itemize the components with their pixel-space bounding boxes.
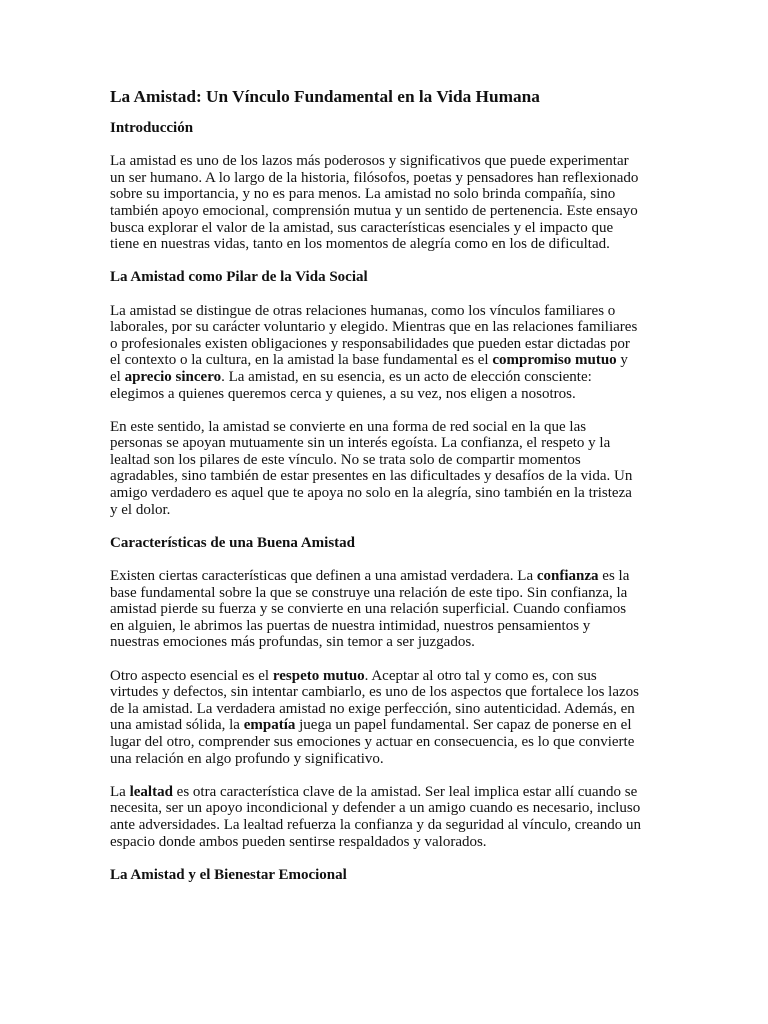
- text-run: y: [616, 352, 628, 369]
- text-run: agradables, sino también de estar presentes en las dificultades y desafíos de la vida. Un: [110, 468, 633, 485]
- bold-text: compromiso mutuo: [492, 352, 617, 369]
- text-line: [110, 220, 641, 237]
- text-line: [110, 684, 641, 701]
- text-line: [110, 834, 641, 851]
- text-line: [110, 634, 641, 651]
- text-line: [110, 585, 641, 602]
- text-line: [110, 170, 641, 187]
- document-page: [110, 87, 641, 900]
- text-run: en alguien, le abrimos las puertas de nuestra intimidad, nuestros pensamientos y: [110, 617, 591, 634]
- text-run: también apoyo emocional, comprensión mutua y un sentido de pertenencia. Este ensayo: [110, 202, 638, 219]
- text-run: laborales, por su carácter voluntario y elegido. Mientras que en las relaciones familiares: [110, 319, 638, 336]
- text-run: La amistad es uno de los lazos más poderosos y significativos que puede experimentar: [110, 153, 629, 170]
- section-heading: La Amistad y el Bienestar Emocional: [110, 866, 347, 883]
- section-heading: Introducción: [110, 120, 194, 136]
- text-run: . Aceptar al otro tal y como es, con sus: [364, 667, 597, 684]
- text-line: [110, 386, 641, 403]
- text-line: [110, 153, 641, 170]
- text-line: [110, 452, 641, 469]
- text-run: . La amistad, en su esencia, es un acto de elección consciente:: [221, 368, 592, 385]
- section-heading: Características de una Buena Amistad: [110, 534, 355, 551]
- paragraph: [110, 419, 641, 519]
- text-run: necesita, ser un apoyo incondicional y defender a un amigo cuando es necesario, incluso: [110, 800, 641, 817]
- text-line: [110, 203, 641, 220]
- text-line: [110, 485, 641, 502]
- text-run: es otra característica clave de la amistad. Ser leal implica estar allí cuando se: [172, 783, 638, 800]
- text-line: [110, 502, 641, 519]
- text-run: el: [110, 368, 125, 385]
- text-line: [110, 784, 641, 801]
- text-run: lealtad son los pilares de este vínculo. No se trata solo de compartir momentos: [110, 451, 581, 468]
- text-run: nuestras emociones más profundas, sin temor a ser juzgados.: [110, 634, 475, 651]
- paragraph: [110, 303, 641, 403]
- bold-text: empatía: [243, 717, 296, 734]
- text-line: [110, 601, 641, 618]
- text-run: sobre su importancia, y no es para menos. La amistad no solo brinda compañía, sino: [110, 186, 616, 203]
- text-run: una amistad sólida, la: [110, 717, 244, 734]
- text-run: elegimos a quienes queremos cerca y quienes, a su vez, nos eligen a nosotros.: [110, 385, 576, 402]
- text-run: personas se apoyan mutuamente sin un interés egoísta. La confianza, el respeto y la: [110, 435, 611, 452]
- text-run: el contexto o la cultura, en la amistad la base fundamental es el: [110, 352, 493, 369]
- document-title: La Amistad: Un Vínculo Fundamental en la Vida Humana: [110, 87, 540, 106]
- paragraph: [110, 668, 641, 768]
- text-line: [110, 668, 641, 685]
- text-run: La amistad se distingue de otras relaciones humanas, como los vínculos familiares o: [110, 302, 616, 319]
- text-run: juega un papel fundamental. Ser capaz de ponerse en el: [295, 717, 632, 734]
- text-line: [110, 618, 641, 635]
- text-run: tiene en nuestras vidas, tanto en los momentos de alegría como en los de dificultad.: [110, 236, 610, 253]
- text-run: de la amistad. La verdadera amistad no exige perfección, sino autenticidad. Además, en: [110, 700, 635, 717]
- text-line: [110, 319, 641, 336]
- document-body: [110, 120, 641, 883]
- text-run: amistad pierde su fuerza y se convierte en una relación superficial. Cuando confiamos: [110, 601, 627, 618]
- text-run: y el dolor.: [110, 501, 171, 518]
- text-run: lugar del otro, comprender sus emociones y actuar en consecuencia, es lo que convierte: [110, 733, 635, 750]
- text-run: o profesionales existen obligaciones y responsabilidades que pueden estar dictadas por: [110, 335, 630, 352]
- text-line: [110, 435, 641, 452]
- text-run: Otro aspecto esencial es el: [110, 667, 273, 684]
- text-line: [110, 419, 641, 436]
- text-run: un ser humano. A lo largo de la historia, filósofos, poetas y pensadores han reflexionado: [110, 169, 639, 186]
- text-run: es la: [598, 568, 630, 585]
- text-run: Existen ciertas características que definen a una amistad verdadera. La: [110, 568, 537, 585]
- text-line: [110, 701, 641, 718]
- text-run: ante adversidades. La lealtad refuerza la confianza y da seguridad al vínculo, creando un: [110, 816, 641, 833]
- text-line: [110, 303, 641, 320]
- text-line: [110, 800, 641, 817]
- text-line: [110, 734, 641, 751]
- paragraph: [110, 568, 641, 651]
- bold-text: lealtad: [129, 783, 173, 800]
- paragraph: [110, 784, 641, 850]
- bold-text: aprecio sincero: [124, 368, 222, 385]
- text-line: [110, 817, 641, 834]
- text-line: [110, 568, 641, 585]
- text-line: [110, 717, 641, 734]
- paragraph: [110, 153, 641, 253]
- text-line: [110, 186, 641, 203]
- text-run: amigo verdadero es aquel que te apoya no solo en la alegría, sino también en la tristeza: [110, 485, 632, 502]
- text-line: [110, 352, 641, 369]
- text-line: [110, 369, 641, 386]
- text-run: virtudes y defectos, sin intentar cambiarlo, es uno de los aspectos que fortalece los lazos: [110, 684, 639, 701]
- text-run: busca explorar el valor de la amistad, sus características esenciales y el impacto que: [110, 219, 614, 236]
- text-line: [110, 751, 641, 768]
- text-run: una relación en algo profundo y significativo.: [110, 750, 384, 767]
- text-run: base fundamental sobre la que se construye una relación de este tipo. Sin confianza, la: [110, 584, 628, 601]
- text-run: La: [110, 783, 130, 800]
- text-line: [110, 336, 641, 353]
- text-line: [110, 236, 641, 253]
- bold-text: respeto mutuo: [272, 667, 365, 684]
- bold-text: confianza: [536, 568, 599, 585]
- text-line: [110, 468, 641, 485]
- text-run: En este sentido, la amistad se convierte en una forma de red social en la que las: [110, 418, 587, 435]
- section-heading: La Amistad como Pilar de la Vida Social: [110, 269, 368, 286]
- text-run: espacio donde ambos pueden sentirse respaldados y valorados.: [110, 833, 487, 850]
